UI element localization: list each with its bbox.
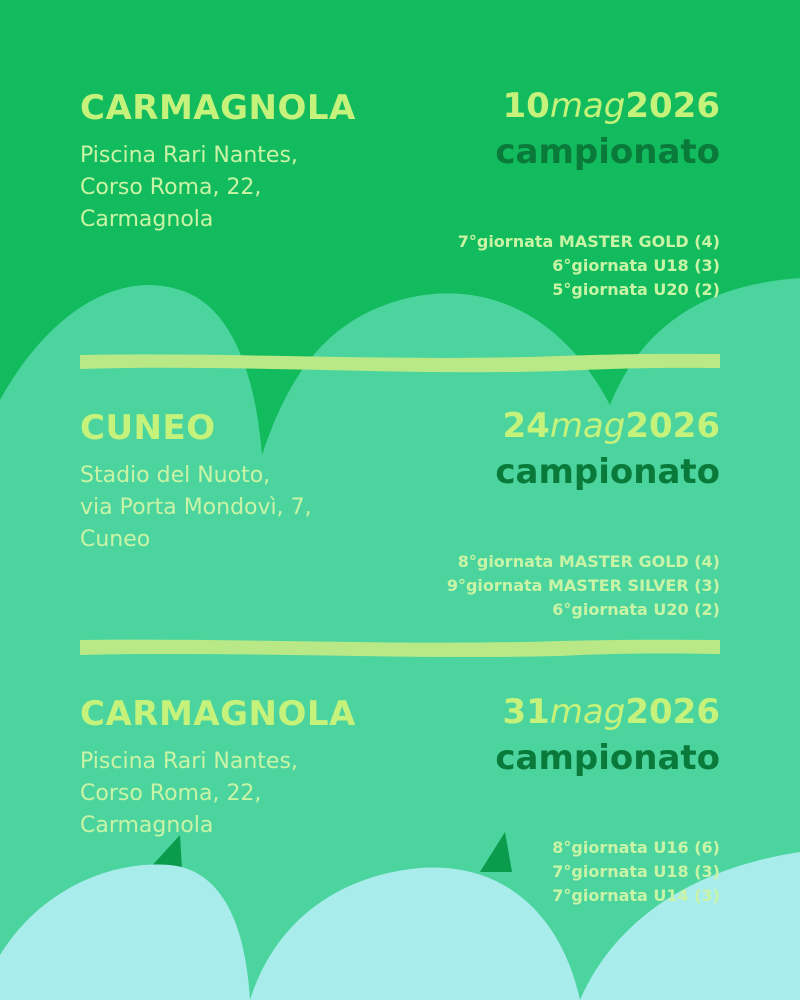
date-day: 31 <box>502 692 550 732</box>
date-year: 2026 <box>625 692 720 732</box>
match-list <box>458 230 720 302</box>
venue-line: Piscina Rari Nantes, <box>80 749 298 774</box>
event-type: campionato <box>495 452 720 492</box>
event-city: CUNEO <box>80 408 216 448</box>
date-month: mag <box>549 406 626 446</box>
event-city: CARMAGNOLA <box>80 88 356 128</box>
venue-line: via Porta Mondovì, 7, <box>80 495 312 520</box>
match-list <box>447 550 720 622</box>
event-date <box>502 692 720 732</box>
venue-line: Stadio del Nuoto, <box>80 463 271 488</box>
match-item: 6°giornata U20 (2) <box>552 600 720 619</box>
event-venue <box>80 746 298 842</box>
match-item: 7°giornata MASTER GOLD (4) <box>457 232 720 251</box>
match-item: 8°giornata MASTER GOLD (4) <box>457 552 720 571</box>
date-day: 10 <box>502 86 550 126</box>
match-item: 7°giornata U14 (3) <box>552 886 720 905</box>
venue-line: Carmagnola <box>80 207 214 232</box>
event-date <box>502 406 720 446</box>
event-card <box>80 88 720 328</box>
date-year: 2026 <box>625 86 720 126</box>
match-item: 5°giornata U20 (2) <box>552 280 720 299</box>
date-month: mag <box>549 86 626 126</box>
event-venue <box>80 460 312 556</box>
event-card <box>80 408 720 648</box>
venue-line: Corso Roma, 22, <box>80 175 262 200</box>
event-card <box>80 694 720 934</box>
event-city: CARMAGNOLA <box>80 694 356 734</box>
wavy-divider <box>80 636 720 660</box>
venue-line: Piscina Rari Nantes, <box>80 143 298 168</box>
event-type: campionato <box>495 738 720 778</box>
date-month: mag <box>549 692 626 732</box>
match-list <box>552 836 720 908</box>
event-date <box>502 86 720 126</box>
venue-line: Corso Roma, 22, <box>80 781 262 806</box>
event-venue <box>80 140 298 236</box>
match-item: 7°giornata U18 (3) <box>552 862 720 881</box>
date-year: 2026 <box>625 406 720 446</box>
wavy-divider <box>80 350 720 374</box>
event-type: campionato <box>495 132 720 172</box>
date-day: 24 <box>502 406 550 446</box>
match-item: 6°giornata U18 (3) <box>552 256 720 275</box>
match-item: 8°giornata U16 (6) <box>552 838 720 857</box>
venue-line: Cuneo <box>80 527 151 552</box>
venue-line: Carmagnola <box>80 813 214 838</box>
match-item: 9°giornata MASTER SILVER (3) <box>446 576 720 595</box>
